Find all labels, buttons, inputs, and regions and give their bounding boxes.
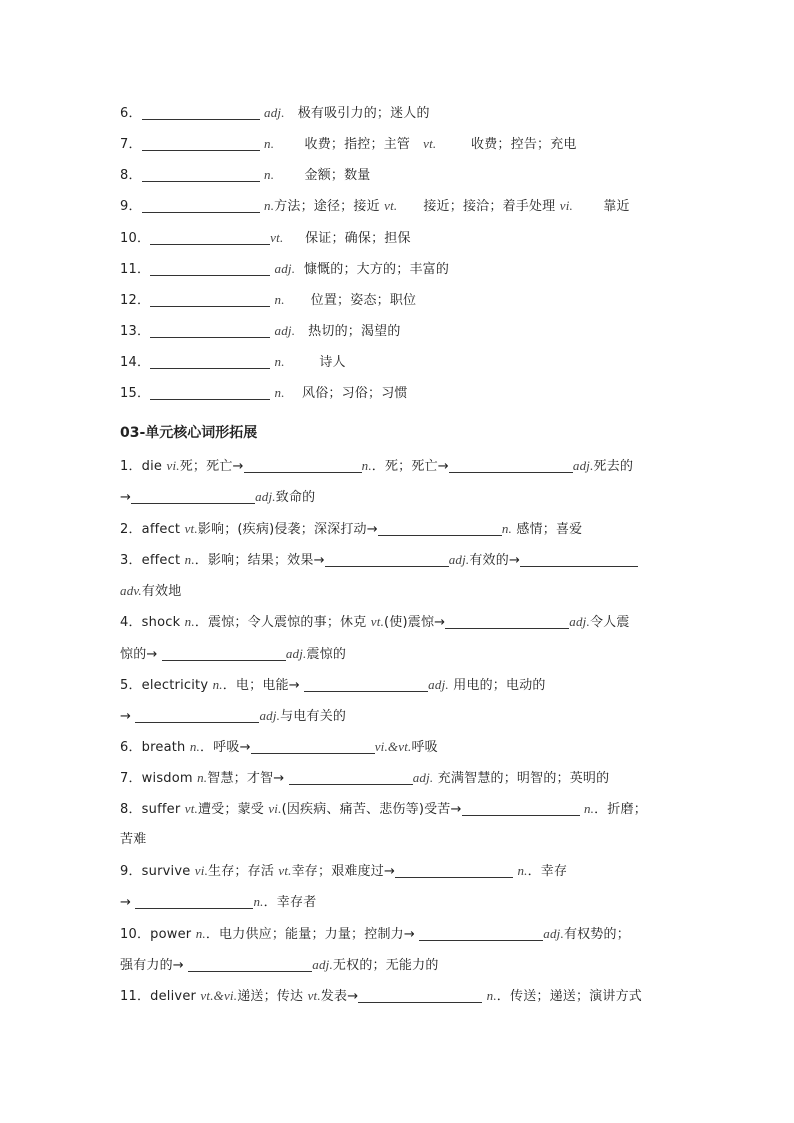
morph-item-3-cont: adv.有效地: [120, 583, 182, 599]
answer-blank[interactable]: [142, 137, 260, 151]
answer-blank[interactable]: [378, 522, 502, 536]
answer-blank[interactable]: [462, 802, 580, 816]
morph-item-4-cont: 惊的→ adj.震惊的: [120, 646, 347, 662]
morph-item-3: 3．effect n.．影响；结果；效果→ adj.有效的→: [120, 551, 676, 570]
answer-blank[interactable]: [251, 740, 375, 754]
morph-item-7: 7．wisdom n.智慧；才智→ adj. 充满智慧的；明智的；英明的: [120, 770, 610, 786]
answer-blank[interactable]: [325, 553, 449, 567]
morph-item-6: 6．breath n.．呼吸→ vi.&vt.呼吸: [120, 739, 438, 755]
morph-item-1: 1．die vi.死；死亡→ n.．死；死亡→ adj.死去的: [120, 458, 634, 474]
morph-item-10: 10．power n.．电力供应；能量；力量；控制力→ adj.有权势的；: [120, 926, 630, 942]
answer-blank[interactable]: [449, 459, 573, 473]
answer-blank[interactable]: [150, 386, 270, 400]
vocab-item-7: 7． n. 收费；指控；主管 vt. 收费；控告；充电: [120, 136, 577, 152]
answer-blank[interactable]: [304, 678, 428, 692]
answer-blank[interactable]: [135, 895, 253, 909]
answer-blank[interactable]: [358, 989, 482, 1003]
vocab-item-14: 14． n. 诗人: [120, 354, 346, 370]
morph-item-10-cont: 强有力的→ adj.无权的；无能力的: [120, 957, 439, 973]
answer-blank[interactable]: [150, 231, 270, 245]
answer-blank[interactable]: [142, 106, 260, 120]
answer-blank[interactable]: [188, 958, 312, 972]
answer-blank[interactable]: [445, 615, 569, 629]
vocab-item-10: 10． vt. 保证；确保；担保: [120, 230, 411, 246]
answer-blank[interactable]: [162, 647, 286, 661]
morph-item-8-cont: 苦难: [120, 832, 147, 847]
vocab-item-6: 6． adj. 极有吸引力的；迷人的: [120, 105, 430, 121]
morph-item-8: 8．suffer vt.遭受；蒙受 vi.(因疾病、痛苦、悲伤等)受苦→ n.．折磨；: [120, 801, 647, 817]
answer-blank[interactable]: [289, 771, 413, 785]
morph-item-4: 4．shock n.．震惊；令人震惊的事；休克 vt.(使)震惊→ adj.令人震: [120, 614, 630, 630]
morph-item-5: 5．electricity n.．电；电能→ adj. 用电的；电动的: [120, 677, 546, 693]
vocab-item-13: 13． adj. 热切的；渴望的: [120, 323, 401, 339]
section-title: 03-单元核心词形拓展: [120, 425, 258, 441]
answer-blank[interactable]: [150, 262, 270, 276]
morph-item-1-cont: → adj.致命的: [120, 489, 316, 505]
morph-item-9: 9．survive vi.生存；存活 vt.幸存；艰难度过→ n.．幸存: [120, 863, 568, 879]
answer-blank[interactable]: [520, 553, 638, 567]
answer-blank[interactable]: [142, 168, 260, 182]
morph-item-9-cont: → n.．幸存者: [120, 894, 317, 910]
answer-blank[interactable]: [135, 709, 259, 723]
answer-blank[interactable]: [395, 864, 513, 878]
answer-blank[interactable]: [244, 459, 362, 473]
vocab-item-15: 15． n. 风俗；习俗；习惯: [120, 385, 408, 401]
answer-blank[interactable]: [150, 293, 270, 307]
morph-item-11: 11．deliver vt.&vi.递送；传达 vt.发表→ n.．传送；递送；演讲方式: [120, 988, 642, 1004]
morph-item-5-cont: → adj.与电有关的: [120, 708, 347, 724]
morph-item-2: 2．affect vt.影响；(疾病)侵袭；深深打动→ n. 感情；喜爱: [120, 521, 583, 537]
vocab-item-11: 11． adj. 慷慨的；大方的；丰富的: [120, 261, 450, 277]
answer-blank[interactable]: [131, 490, 255, 504]
answer-blank[interactable]: [150, 324, 270, 338]
vocab-item-8: 8． n. 金额；数量: [120, 167, 371, 183]
vocab-item-12: 12． n. 位置；姿态；职位: [120, 292, 417, 308]
answer-blank[interactable]: [150, 355, 270, 369]
vocab-item-9: 9． n.方法；途径；接近 vt. 接近；接洽；着手处理 vi. 靠近: [120, 198, 630, 214]
answer-blank[interactable]: [142, 199, 260, 213]
answer-blank[interactable]: [419, 927, 543, 941]
